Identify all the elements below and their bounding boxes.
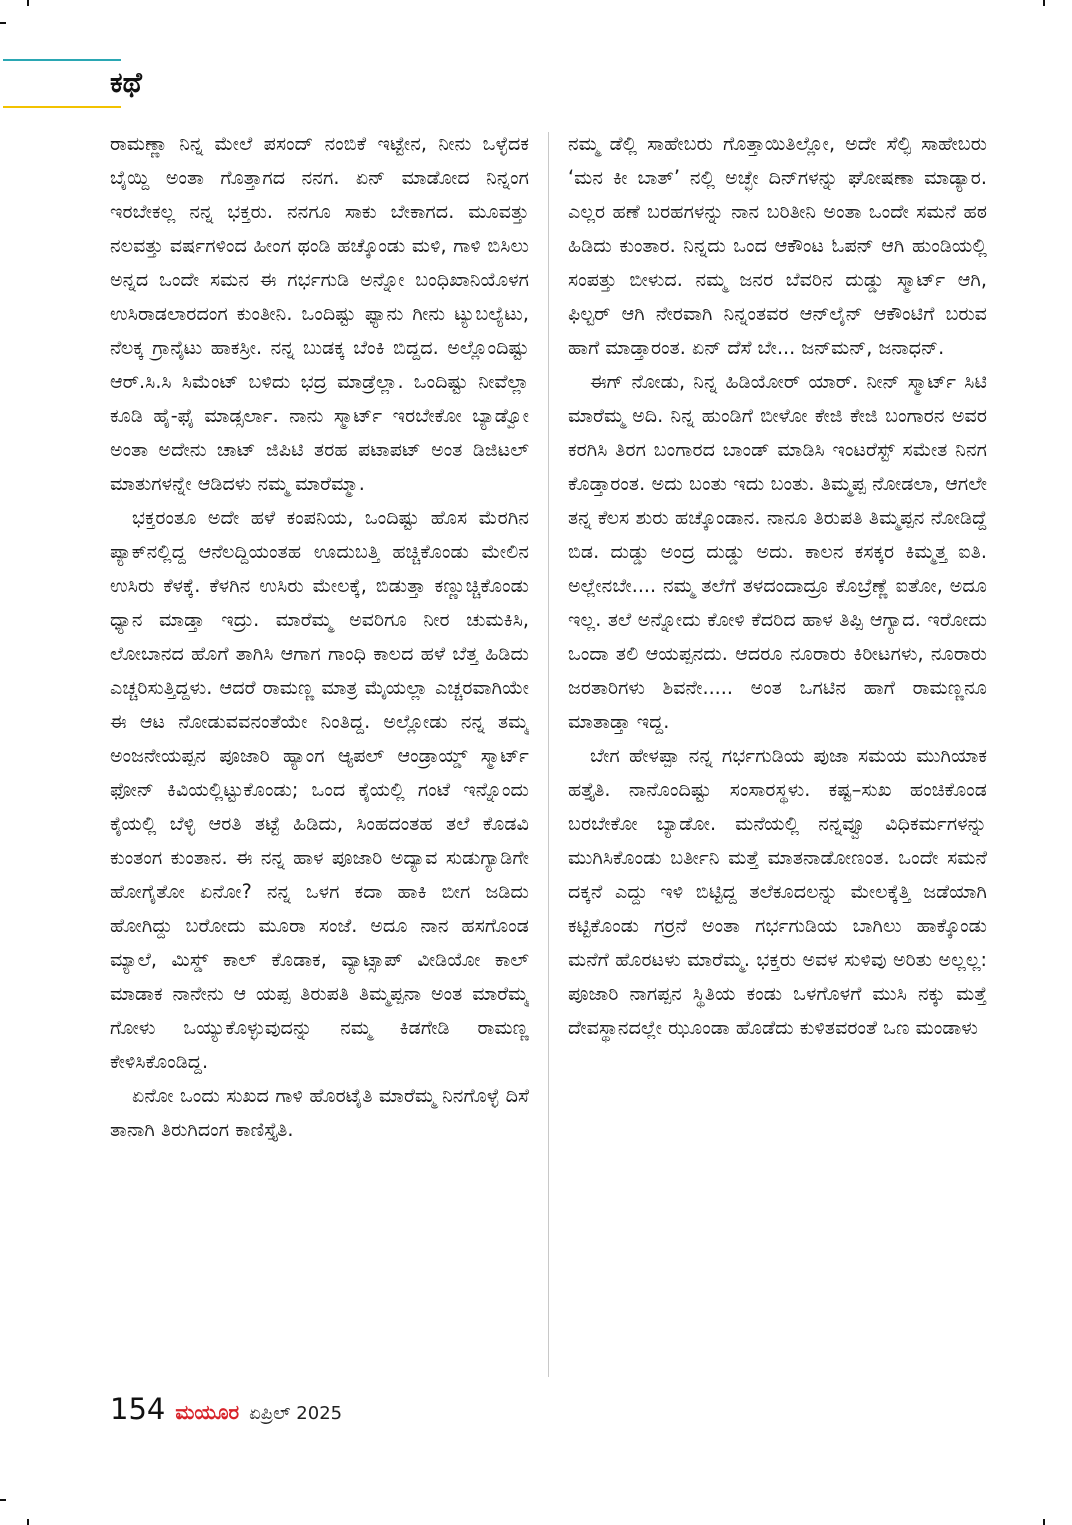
- section-rule-top: [3, 59, 121, 61]
- column-divider: [548, 132, 549, 1377]
- paragraph: ನಮ್ಮ ಡೆಲ್ಲಿ ಸಾಹೇಬರು ಗೊತ್ತಾಯಿತಿಲ್ಲೋ, ಅದೇ ಸೆಲ್ಫಿ ಸಾಹೇಬರು ‘ಮನ ಕೀ ಬಾತ್’ ನಲ್ಲಿ ಅಚ್ಛೇ ದಿನ್‌ಗಳನ್ನು ಘೋಷಣಾ ಮಾಡ್ಯಾರ. ಎಲ್ಲರ ಹಣೆ ಬರಹಗಳನ್ನು ನಾನ ಬರಿತೀನಿ ಅಂತಾ ಒಂದೇ ಸಮನೆ ಹಠ ಹಿಡಿದು ಕುಂತಾರ. ನಿನ್ನದು ಒಂದ ಆಕೌಂಟ ಓಪನ್ ಆಗಿ ಹುಂಡಿಯಲ್ಲಿ ಸಂಪತ್ತು ಬೀಳುದ. ನಮ್ಮ ಜನರ ಬೆವರಿನ ದುಡ್ಡು ಸ್ಮಾರ್ಟ್ ಆಗಿ, ಫಿಲ್ಟರ್ ಆಗಿ ನೇರವಾಗಿ ನಿನ್ನಂತವರ ಆನ್‌ಲೈನ್ ಆಕೌಂಟಿಗೆ ಬರುವ ಹಾಗೆ ಮಾಡ್ತಾರಂತ. ಏನ್ ದೆಸೆ ಬೇ... ಜನ್‌ಮನ್, ಜನಾಧನ್.: [568, 132, 987, 359]
- paragraph: ಏನೋ ಒಂದು ಸುಖದ ಗಾಳಿ ಹೊರಟೈತಿ ಮಾರೆಮ್ಮ ನಿನಗೊಳ್ಳೆ ದಿಸೆ ತಾನಾಗಿ ತಿರುಗಿದಂಗ ಕಾಣಿಸ್ತೈತಿ.: [110, 1084, 529, 1141]
- paragraph: ಭಕ್ತರಂತೂ ಅದೇ ಹಳೆ ಕಂಪನಿಯ, ಒಂದಿಷ್ಟು ಹೊಸ ಮೆರಗಿನ ಪ್ಯಾಕ್‌ನಲ್ಲಿದ್ದ ಆನೆಲದ್ದಿಯಂತಹ ಊದುಬತ್ತಿ ಹಚ್ಚಿಕೊಂಡು ಮೇಲಿನ ಉಸಿರು ಕೆಳಕ್ಕೆ. ಕೆಳಗಿನ ಉಸಿರು ಮೇಲಕ್ಕೆ, ಬಿಡುತ್ತಾ ಕಣ್ಣುಚ್ಚಿಕೊಂಡು ಧ್ಯಾನ ಮಾಡ್ತಾ ಇದ್ರು. ಮಾರೆಮ್ಮ ಅವರಿಗೂ ನೀರ ಚುಮಕಿಸಿ, ಲೋಬಾನದ ಹೊಗೆ ತಾಗಿಸಿ ಆಗಾಗ ಗಾಂಧಿ ಕಾಲದ ಹಳೆ ಬೆತ್ತ ಹಿಡಿದು ಎಚ್ಚರಿಸುತ್ತಿದ್ದಳು. ಆದರೆ ರಾಮಣ್ಣ ಮಾತ್ರ ಮೈಯಲ್ಲಾ ಎಚ್ಚರವಾಗಿಯೇ ಈ ಆಟ ನೋಡುವವನಂತೆಯೇ ನಿಂತಿದ್ದ. ಅಲ್ಲೋಡು ನನ್ನ ತಮ್ಮ ಅಂಜನೇಯಪ್ಪನ ಪೂಜಾರಿ ಹ್ಯಾಂಗ ಆ್ಯಪಲ್ ಆಂಡ್ರಾಯ್ಡ್ ಸ್ಮಾರ್ಟ್ ಫೋನ್ ಕಿವಿಯಲ್ಲಿಟ್ಟುಕೊಂಡು; ಒಂದ ಕೈಯಲ್ಲಿ ಗಂಟೆ ಇನ್ನೊಂದು ಕೈಯಲ್ಲಿ ಬೆಳ್ಳಿ ಆರತಿ ತಟ್ಟೆ ಹಿಡಿದು, ಸಿಂಹದಂತಹ ತಲೆ ಕೊಡವಿ ಕುಂತಂಗ ಕುಂತಾನ. ಈ ನನ್ನ ಹಾಳ ಪೂಜಾರಿ ಅದ್ಯಾವ ಸುಡುಗ್ಯಾಡಿಗೇ ಹೋಗೈತೋ ಏನೋ? ನನ್ನ ಒಳಗ ಕದಾ ಹಾಕಿ ಬೀಗ ಜಡಿದು ಹೋಗಿದ್ದು ಬರೋದು ಮೂರಾ ಸಂಜೆ. ಅದೂ ನಾನ ಹಸಗೊಂಡ ಮ್ಯಾಲೆ, ಮಿಸ್ಡ್ ಕಾಲ್ ಕೊಡಾಕ, ವ್ಯಾಟ್ಸಾಪ್ ವೀಡಿಯೋ ಕಾಲ್ ಮಾಡಾಕ ನಾನೇನು ಆ ಯಪ್ಪ ತಿರುಪತಿ ತಿಮ್ಮಪ್ಪನಾ ಅಂತ ಮಾರೆಮ್ಮ ಗೋಳು ಒಯ್ಯುಕೊಳ್ಳುವುದನ್ನು ನಮ್ಮ ಕಿಡಗೇಡಿ ರಾಮಣ್ಣ ಕೇಳಿಸಿಕೊಂಡಿದ್ದ.: [110, 506, 529, 1073]
- issue-date: ಏಪ್ರಿಲ್ 2025: [249, 1403, 343, 1424]
- crop-mark: [1043, 1519, 1045, 1525]
- paragraph: ಬೇಗ ಹೇಳಪ್ಪಾ ನನ್ನ ಗರ್ಭಗುಡಿಯ ಪುಜಾ ಸಮಯ ಮುಗಿಯಾಕ ಹತ್ತೈತಿ. ನಾನೊಂದಿಷ್ಟು ಸಂಸಾರಸ್ಥಳು. ಕಷ್ಟ–ಸುಖ ಹಂಚಿಕೊಂಡ ಬರಬೇಕೋ ಬ್ಯಾಡೋ. ಮನೆಯಲ್ಲಿ ನನ್ನವ್ವೂ ವಿಧಿಕರ್ಮಗಳನ್ನು ಮುಗಿಸಿಕೊಂಡು ಬರ್ತೀನಿ ಮತ್ತೆ ಮಾತನಾಡೋಣಂತ. ಒಂದೇ ಸಮನೆ ದಕ್ಕನೆ ಎದ್ದು ಇಳಿ ಬಿಟ್ಟಿದ್ದ ತಲೆಕೂದಲನ್ನು ಮೇಲಕ್ಕೆತ್ತಿ ಜಡೆಯಾಗಿ ಕಟ್ಟಿಕೊಂಡು ಗರ್ರನೆ ಅಂತಾ ಗರ್ಭಗುಡಿಯ ಬಾಗಿಲು ಹಾಕ್ಕೊಂಡು ಮನೆಗೆ ಹೊರಟಳು ಮಾರೆಮ್ಮ. ಭಕ್ತರು ಅವಳ ಸುಳಿವು ಅರಿತು ಅಲ್ಲಲ್ಲ: ಪೂಜಾರಿ ನಾಗಪ್ಪನ ಸ್ಥಿತಿಯ ಕಂಡು ಒಳಗೊಳಗೆ ಮುಸಿ ನಕ್ಕು ಮತ್ತೆ ದೇವಸ್ಥಾನದಲ್ಲೇ ಝೂಂಡಾ ಹೊಡೆದು ಕುಳಿತವರಂತೆ ಒಣ ಮಂಡಾಳು: [568, 744, 987, 1039]
- section-rule-bottom: [3, 106, 121, 108]
- crop-mark: [0, 22, 6, 24]
- article-column-left: [110, 127, 529, 1389]
- crop-mark: [1043, 0, 1045, 6]
- crop-mark: [27, 1519, 29, 1525]
- paragraph: ರಾಮಣ್ಣಾ ನಿನ್ನ ಮೇಲೆ ಪಸಂದ್ ನಂಬಿಕೆ ಇಟ್ಟೇನ, ನೀನು ಒಳ್ಳೆದಕ ಬೈಯ್ದಿ ಅಂತಾ ಗೊತ್ತಾಗದ ನನಗ. ಏನ್ ಮಾಡೋದ ನಿನ್ನಂಗ ಇರಬೇಕಲ್ಲ ನನ್ನ ಭಕ್ತರು. ನನಗೂ ಸಾಕು ಬೇಕಾಗದ. ಮೂವತ್ತು ನಲವತ್ತು ವರ್ಷಗಳಿಂದ ಹೀಂಗ ಥಂಡಿ ಹಚ್ಕೊಂಡು ಮಳಿ, ಗಾಳಿ ಬಿಸಿಲು ಅನ್ನದ ಒಂದೇ ಸಮನ ಈ ಗರ್ಭಗುಡಿ ಅನ್ನೋ ಬಂಧಿಖಾನಿಯೊಳಗ ಉಸಿರಾಡಲಾರದಂಗ ಕುಂತೀನಿ. ಒಂದಿಷ್ಟು ಫ್ಯಾನು ಗೀನು ಟ್ಯುಬಲ್ಯೆಟು, ನೆಲಕ್ಕ ಗ್ರಾನೈಟು ಹಾಕಸ್ರೀ. ನನ್ನ ಬುಡಕ್ಕ ಬೆಂಕಿ ಬಿದ್ದದ. ಅಲ್ಲೊಂದಿಷ್ಟು ಆರ್.ಸಿ.ಸಿ ಸಿಮೆಂಟ್ ಬಳಿದು ಭದ್ರ ಮಾಡ್ರೆಲ್ಲಾ. ಒಂದಿಷ್ಟು ನೀವೆಲ್ಲಾ ಕೂಡಿ ಹೈ-ಫೈ ಮಾಡ್ಸರ್ಲಾ. ನಾನು ಸ್ಮಾರ್ಟ್ ಇರಬೇಕೋ ಬ್ಯಾಡ್ವೋ ಅಂತಾ ಅದೇನು ಚಾಟ್ ಜಿಪಿಟಿ ತರಹ ಪಟಾಪಟ್ ಅಂತ ಡಿಜಿಟಲ್ ಮಾತುಗಳನ್ನೇ ಆಡಿದಳು ನಮ್ಮ ಮಾರೆಮ್ಮಾ.: [110, 132, 529, 495]
- page-number: 154: [110, 1392, 166, 1426]
- crop-mark: [0, 1499, 6, 1501]
- section-label: ಕಥೆ: [110, 66, 142, 99]
- crop-mark: [27, 0, 29, 6]
- paragraph: ಈಗ್ ನೋಡು, ನಿನ್ನ ಹಿಡಿಯೋರ್ ಯಾರ್. ನೀನ್ ಸ್ಮಾರ್ಟ್ ಸಿಟಿ ಮಾರೆಮ್ಮ ಅದಿ. ನಿನ್ನ ಹುಂಡಿಗೆ ಬೀಳೋ ಕೇಜಿ ಕೇಜಿ ಬಂಗಾರನ ಅವರ ಕರಗಿಸಿ ತಿರಗ ಬಂಗಾರದ ಬಾಂಡ್ ಮಾಡಿಸಿ ಇಂಟರೆಸ್ಟ್ ಸಮೇತ ನಿನಗ ಕೊಡ್ತಾರಂತ. ಅದು ಬಂತು ಇದು ಬಂತು. ತಿಮ್ಮಪ್ಪ ನೋಡಲಾ, ಆಗಲೇ ತನ್ನ ಕೆಲಸ ಶುರು ಹಚ್ಕೊಂಡಾನ. ನಾನೂ ತಿರುಪತಿ ತಿಮ್ಮಪ್ಪನ ನೋಡಿದ್ದೆ ಬಿಡ. ದುಡ್ಡು ಅಂದ್ರ ದುಡ್ಡು ಅದು. ಕಾಲನ ಕಸಕ್ಕರ ಕಿಮ್ಮತ್ತ ಐತಿ. ಅಲ್ಲೇನಬೇ.... ನಮ್ಮ ತಲೆಗೆ ತಳದಂದಾದ್ರೂ ಕೊಬ್ರೆಣ್ಣೆ ಐತೋ, ಅದೂ ಇಲ್ಲ. ತಲೆ ಅನ್ನೋದು ಕೋಳಿ ಕೆದರಿದ ಹಾಳ ತಿಪ್ಪಿ ಆಗ್ಯಾದ. ಇರೋದು ಒಂದಾ ತಲಿ ಆಯಪ್ಪನದು. ಆದರೂ ನೂರಾರು ಕಿರೀಟಗಳು, ನೂರಾರು ಜರತಾರಿಗಳು ಶಿವನೇ..... ಅಂತ ಒಗಟಿನ ಹಾಗೆ ರಾಮಣ್ಣನೂ ಮಾತಾಡ್ತಾ ಇದ್ದ.: [568, 370, 987, 733]
- article-column-right: [568, 127, 987, 1389]
- page-footer: [110, 1392, 342, 1428]
- magazine-logo: ಮಯೂರ: [175, 1400, 240, 1424]
